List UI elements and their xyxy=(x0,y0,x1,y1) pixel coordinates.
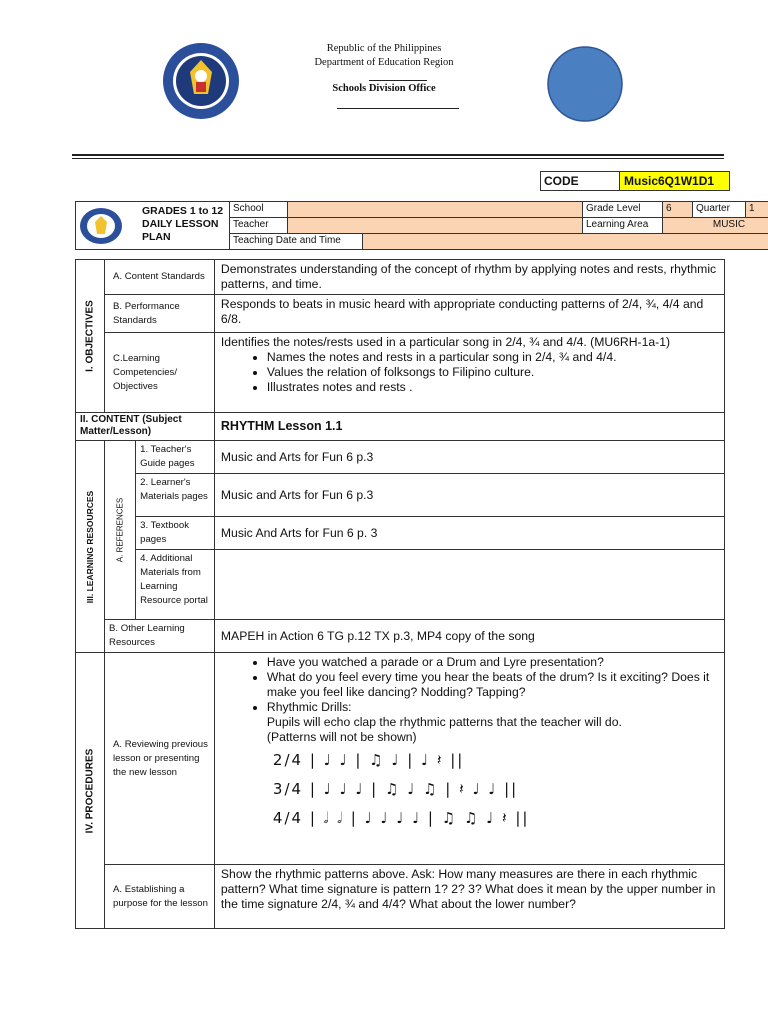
tb-label: 3. Textbook pages xyxy=(136,517,215,550)
section-content: II. CONTENT (Subject Matter/Lesson) xyxy=(76,413,215,441)
rhythm-pattern-3: 4/4 | 𝅗𝅥 𝅗𝅥 | ♩ ♩ ♩ ♩ | ♫ ♫ ♩ 𝄽 || xyxy=(272,809,530,827)
purpose-label: A. Establishing a purpose for the lesson xyxy=(105,865,215,929)
review-extra-1: Pupils will echo clap the rhythmic patterns that the teacher will do. xyxy=(266,715,622,729)
content-standards-text: Demonstrates understanding of the concept of rhythm by applying notes and rests, rhythmic patterns, and time. xyxy=(214,260,724,295)
section-procedures: IV. PROCEDURES xyxy=(76,653,105,929)
additional-text xyxy=(214,550,724,620)
lm-label: 2. Learner's Materials pages xyxy=(136,474,215,517)
review-label: A. Reviewing previous lesson or presenting the new lesson xyxy=(105,653,215,865)
date-label: Teaching Date and Time xyxy=(230,234,363,250)
tb-text: Music And Arts for Fun 6 p. 3 xyxy=(214,517,724,550)
competency-bullet: • Names the notes and rests in a particular song in 2/4, ¾ and 4/4. xyxy=(267,350,718,365)
review-bullet: • What do you feel every time you hear the beats of the drum? Is it exciting? Does it make you feel like dancing? Nodding? Tapping? xyxy=(267,670,718,700)
competencies-label: C.Learning Competencies/ Objectives xyxy=(105,333,215,413)
header-rule xyxy=(72,154,724,156)
section-objectives: I. OBJECTIVES xyxy=(76,260,105,413)
purpose-text: Show the rhythmic patterns above. Ask: How many measures are there in each rhythmic pattern? What time signature is pattern 1? 2? 3? What does it mean by the upper number in the time signature 2/4, ¾ and 4/4? What about the lower number? xyxy=(214,865,724,929)
competency-bullet: • Illustrates notes and rests . xyxy=(267,380,718,395)
header-department: Department of Education Region xyxy=(314,57,454,68)
content-text: RHYTHM Lesson 1.1 xyxy=(214,413,724,441)
learning-area-label: Learning Area xyxy=(583,218,663,234)
review-bullet: • Have you watched a parade or a Drum and Lyre presentation? xyxy=(267,655,718,670)
quarter-value[interactable]: 1 xyxy=(746,202,768,218)
learning-area-value[interactable]: MUSIC xyxy=(663,218,768,234)
competencies-text: Identifies the notes/rests used in a particular song in 2/4, ¾ and 4/4. (MU6RH-1a-1) xyxy=(220,335,671,349)
competency-bullet: • Values the relation of folksongs to Filipino culture. xyxy=(267,365,718,380)
tg-label: 1. Teacher's Guide pages xyxy=(136,441,215,474)
code-value: Music6Q1W1D1 xyxy=(620,172,730,191)
additional-label: 4. Additional Materials from Learning Resource portal xyxy=(136,550,215,620)
rhythm-pattern-2: 3/4 | ♩ ♩ ♩ | ♫ ♩ ♫ | 𝄽 ♩ ♩ || xyxy=(272,780,519,798)
other-resources-label: B. Other Learning Resources xyxy=(105,620,215,653)
lesson-plan-table xyxy=(75,259,725,929)
teacher-value[interactable] xyxy=(288,218,583,234)
review-cell xyxy=(214,653,724,865)
plan-title: GRADES 1 to 12 DAILY LESSON PLAN xyxy=(142,205,224,243)
review-extra-2: (Patterns will not be shown) xyxy=(266,730,417,744)
header-division: Schools Division Office xyxy=(332,83,436,94)
deped-seal-small xyxy=(79,207,123,245)
grade-level-label: Grade Level xyxy=(583,202,663,218)
code-box xyxy=(540,171,730,191)
school-value[interactable] xyxy=(288,202,583,218)
school-label: School xyxy=(230,202,288,218)
tg-text: Music and Arts for Fun 6 p.3 xyxy=(214,441,724,474)
performance-standards-label: B. Performance Standards xyxy=(105,295,215,333)
other-resources-text: MAPEH in Action 6 TG p.12 TX p.3, MP4 copy of the song xyxy=(214,620,724,653)
section-references: A. REFERENCES xyxy=(105,441,136,620)
date-value[interactable] xyxy=(363,234,768,250)
content-standards-label: A. Content Standards xyxy=(105,260,215,295)
rhythm-pattern-1: 2/4 | ♩ ♩ | ♫ ♩ | ♩ 𝄽 || xyxy=(272,751,465,769)
lesson-info-table xyxy=(75,201,768,250)
header-republic: Republic of the Philippines xyxy=(326,43,442,54)
section-resources: III. LEARNING RESOURCES xyxy=(76,441,105,653)
review-bullet: • Rhythmic Drills: xyxy=(267,700,718,715)
teacher-label: Teacher xyxy=(230,218,288,234)
lm-text: Music and Arts for Fun 6 p.3 xyxy=(214,474,724,517)
performance-standards-text: Responds to beats in music heard with appropriate conducting patterns of 2/4, ¾, 4/4 and 6/8. xyxy=(214,295,724,333)
grade-level-value[interactable]: 6 xyxy=(663,202,693,218)
plan-title-cell xyxy=(76,202,230,250)
code-label: CODE xyxy=(541,172,620,191)
quarter-label: Quarter xyxy=(693,202,746,218)
competencies-cell xyxy=(214,333,724,413)
